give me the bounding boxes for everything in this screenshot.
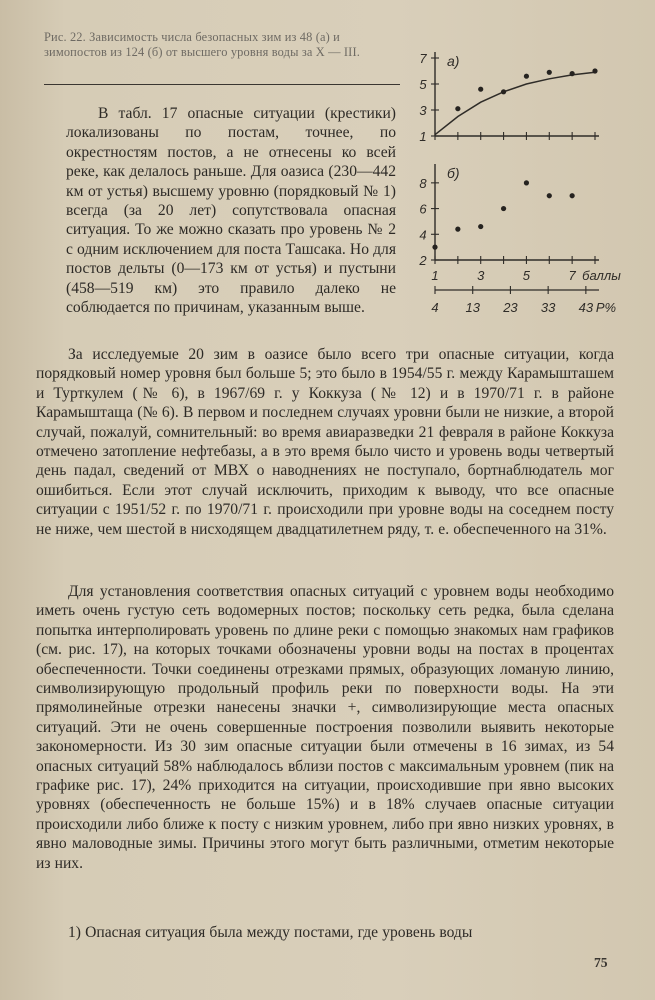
chart-y-tick-label-a: 1 [419,129,427,144]
chart-y-tick-label-a: 3 [419,103,427,118]
chart-y-tick-label-a: 5 [419,77,427,92]
figure-22-chart [405,40,621,322]
paragraph-1: В табл. 17 опасные ситуации (крестики) локализованы по постам, точнее, по окрестностям постов, а не отнесены ко всей реке, как делалось раньше. Для оазиса (230—442 км от устья) высшему уровню (порядковый № 1) всегда (за 20 лет) сопутствовала опасная ситуация. То же можно сказать про уровень № 2 с одним исключением для поста Ташсака. Но для постов дельты (0—173 км от устья) и пустыни (458—519 км) это правило далеко не соблюдается по причинам, указанным выше. [66,105,396,317]
chart-y-tick-label-b: 8 [419,175,427,191]
chart-secondary-tick-label: 4 [431,300,439,315]
chart-x-tick-label: 1 [431,268,439,283]
chart-trend-curve-a [435,72,595,134]
chart-x-axis-title: баллы [582,268,621,283]
chart-x-axis-labels [431,268,621,315]
chart-data-point-b [478,224,483,229]
chart-x-tick-label: 5 [522,268,531,283]
chart-panel-label-b: б) [447,165,460,181]
chart-data-point-a [547,70,552,75]
chart-data-point-a [524,74,529,79]
chart-data-point-b [432,245,437,250]
chart-panel-b [418,164,599,268]
chart-y-tick-label-b: 2 [419,253,427,268]
chart-data-point-a [501,89,506,94]
chart-data-point-a [455,106,460,111]
chart-data-point-b [501,206,506,211]
chart-data-point-b [570,193,575,198]
chart-y-tick-label-b: 6 [419,201,427,217]
chart-data-point-a [478,87,483,92]
chart-y-tick-label-b: 4 [419,227,427,243]
chart-y-tick-label-a: 7 [419,51,427,66]
chart-x-tick-label: 3 [477,268,485,283]
chart-panel-a [419,51,599,144]
paragraph-4: 1) Опасная ситуация была между постами, где уровень воды [68,924,473,941]
chart-secondary-axis-title: P% [595,300,617,315]
page-number: 75 [594,955,608,970]
chart-data-point-b [524,180,529,185]
caption-divider [44,84,400,85]
chart-secondary-tick-label: 43 [578,300,594,315]
chart-data-point-a [570,71,575,76]
chart-secondary-tick-label: 13 [465,300,480,315]
chart-data-point-b [455,227,460,232]
chart-secondary-tick-label: 23 [503,300,518,315]
paragraph-3: Для установления соответствия опасных ситуаций с уровнем воды необходимо иметь очень густую сеть водомерных постов; поскольку сеть редка, была сделана попытка интерполировать уровень по длине реки с помощью знакомых нам графиков (см. рис. 17), на которых точками обозначены уровни воды на постах в процентах обеспеченности. Точки соединены отрезками прямых, образующих ломаную линию, символизирующую продольный профиль реки по поверхности воды. На эти прямолинейные отрезки нанесены значки +, символизирующие места опасных ситуаций. Эти не очень совершенные построения позволили выявить некоторые закономерности. Из 30 зим опасные ситуации были отмечены в 16 зимах, из 54 опасных ситуаций 58% наблюдалось вблизи постов с максимальным уровнем (пик на графике рис. 17), 24% приходится на ситуации, происходившие при явно высоких уровнях (обеспеченность не больше 15%) и в 18% случаев опасные ситуации происходили либо ближе к посту с низким уровнем, либо при явно низких уровнях, в явно маловодные зимы. Причины этого могут быть различными, отметим некоторые из них. [36,583,614,872]
chart-data-point-a [592,68,597,73]
figure-caption: Рис. 22. Зависимость числа безопасных зим из 48 (а) и зимопостов из 124 (б) от высшего уровня воды за X — III. [44,30,360,59]
chart-data-point-b [547,193,552,198]
chart-panel-label-a: а) [447,53,460,69]
chart-secondary-tick-label: 33 [540,300,556,315]
paragraph-2: За исследуемые 20 зим в оазисе было всего три опасные ситуации, когда порядковый номер уровня был больше 5; это было в 1954/55 г. между Карамышташем и Турткулем (№ 6), в 1967/69 г. у Коккуза (№ 12) и в 1970/71 г. в районе Карамыштаща (№ 6). В первом и последнем случаях уровни были не низкие, а второй случай, пожалуй, сомнительный: во время авиаразведки 21 февраля в районе Коккуза отмечено затопление нефтебазы, а в это время было чисто и уровень воды четвертый день падал, сведений от МВХ о наводнениях не поступало, бортнаблюдатель мог ошибиться. Если этот случай исключить, приходим к выводу, что все опасные ситуации с 1951/52 г. по 1970/71 г. происходили при уровне воды на соседнем посту не ниже, чем шестой в нисходящем двадцатилетнем ряду, т. е. обеспеченного на 31%. [36,346,614,538]
chart-x-tick-label: 7 [568,268,576,283]
